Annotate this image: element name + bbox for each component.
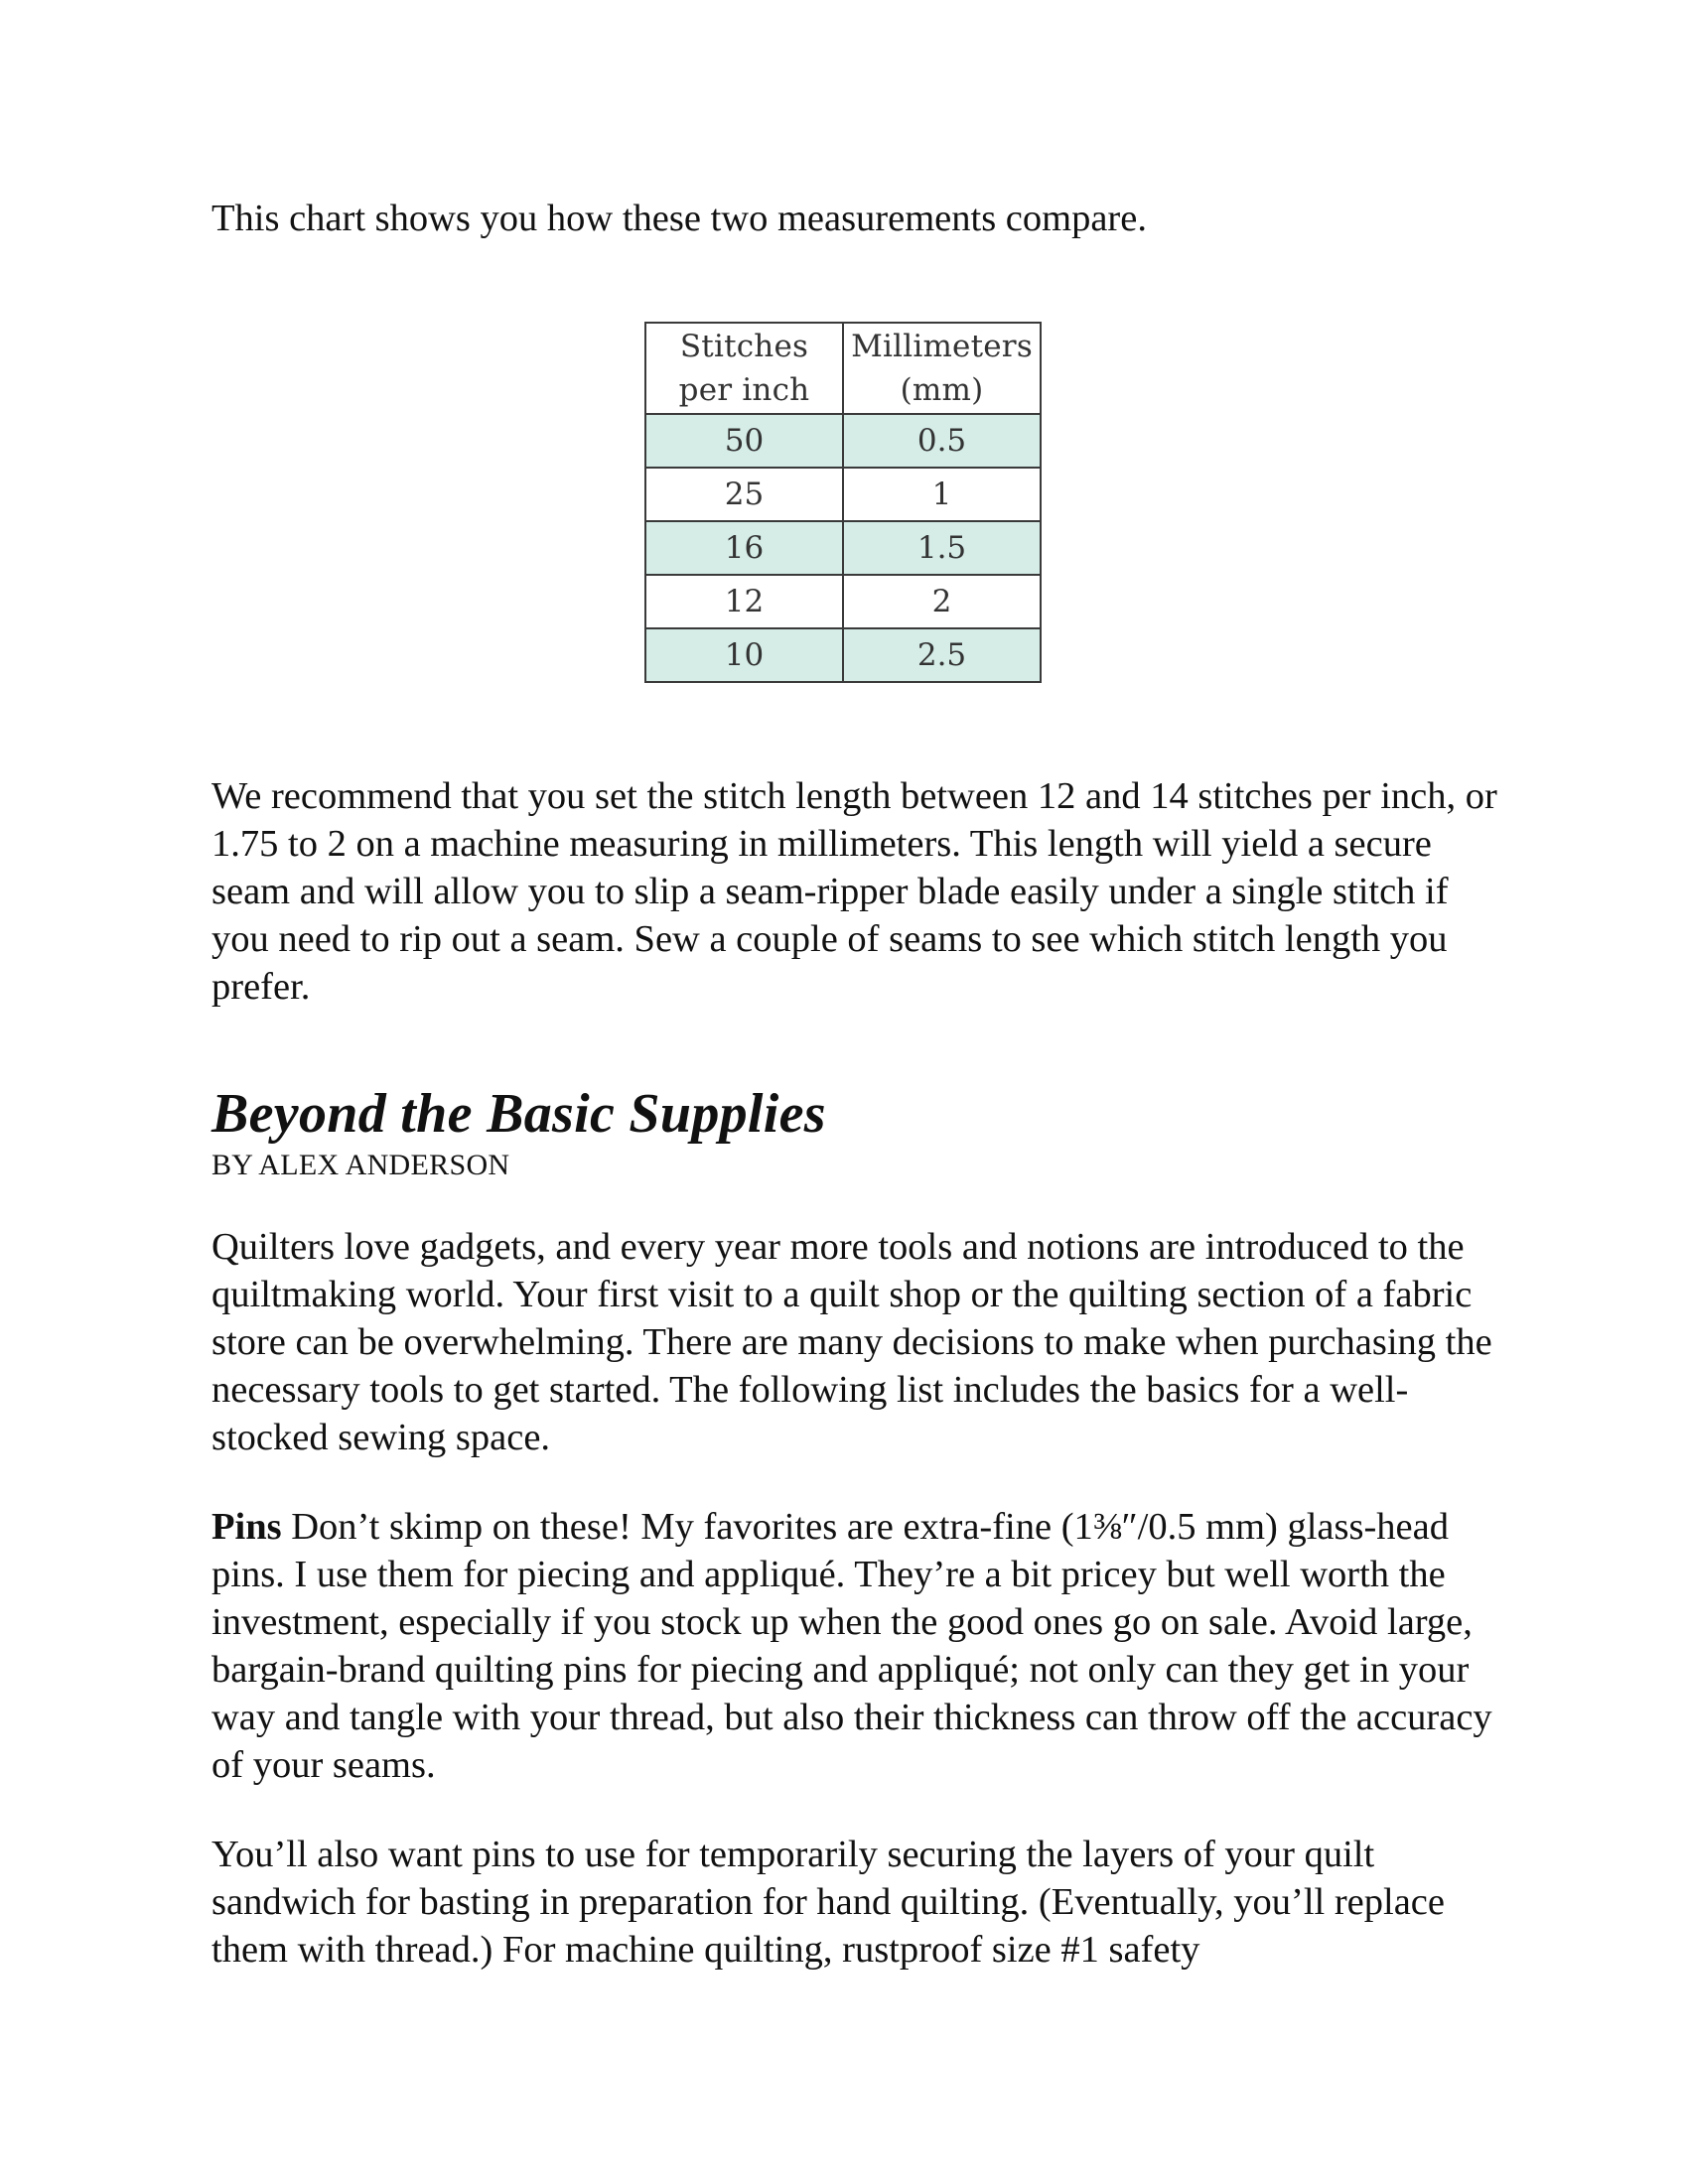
table-row [645, 628, 1041, 682]
table-cell: 1.5 [843, 521, 1041, 575]
pins-lead-term: Pins [211, 1506, 282, 1548]
table-cell: 16 [645, 521, 843, 575]
section-title: Beyond the Basic Supplies [211, 1083, 826, 1145]
document-page [211, 195, 1502, 1974]
table-cell: 1 [843, 468, 1041, 521]
table-cell: 50 [645, 414, 843, 468]
stitch-length-recommendation-paragraph: We recommend that you set the stitch length between 12 and 14 stitches per inch, or 1.75 to 2 on a machine measuring in millimeters. This length will yield a secure seam and will allow you to slip a seam-ripper blade easily under a single stitch if you need to rip out a seam. Sew a couple of seams to see which stitch length you prefer. [211, 775, 1497, 1008]
header-line: per inch [678, 372, 810, 408]
table-cell: 0.5 [843, 414, 1041, 468]
table-header-stitches [645, 323, 843, 414]
table-cell: 12 [645, 575, 843, 628]
table-cell: 25 [645, 468, 843, 521]
pins-paragraph [211, 1503, 1502, 1789]
stitch-conversion-table [644, 322, 1042, 683]
table-cell: 2.5 [843, 628, 1041, 682]
table-row [645, 575, 1041, 628]
table-row [645, 468, 1041, 521]
table-header-millimeters [843, 323, 1041, 414]
table-cell: 2 [843, 575, 1041, 628]
author-byline: BY ALEX ANDERSON [211, 1149, 510, 1181]
table-cell: 10 [645, 628, 843, 682]
stitch-conversion-table-wrapper [644, 322, 1042, 683]
header-line: Stitches [679, 329, 809, 364]
table-row [645, 414, 1041, 468]
table-header-row [645, 323, 1041, 414]
quilters-intro-paragraph: Quilters love gadgets, and every year more tools and notions are introduced to the quiltmaking world. Your first visit to a quilt shop or the quilting section of a fabric store can be overwhelming. There are many decisions to make when purchasing the necessary tools to get started. The following list includes the basics for a well-stocked sewing space. [211, 1226, 1492, 1458]
basting-pins-paragraph: You’ll also want pins to use for temporarily securing the layers of your quilt sandwich for basting in preparation for hand quilting. (Eventually, you’ll replace them with thread.) For machine quilting, rustproof size #1 safety [211, 1834, 1445, 1971]
pins-body-text: Don’t skimp on these! My favorites are extra-fine (1⅜″/0.5 mm) glass-head pins. I use them for piecing and appliqué. They’re a bit pricey but well worth the investment, especially if you stock up when the good ones go on sale. Avoid large, bargain-brand quilting pins for piecing and appliqué; not only can they get in your way and tangle with your thread, but also their thickness can throw off the accuracy of your seams. [211, 1506, 1492, 1786]
intro-paragraph: This chart shows you how these two measurements compare. [211, 198, 1147, 239]
table-row [645, 521, 1041, 575]
header-line: (mm) [900, 372, 984, 408]
header-line: Millimeters [851, 329, 1033, 364]
